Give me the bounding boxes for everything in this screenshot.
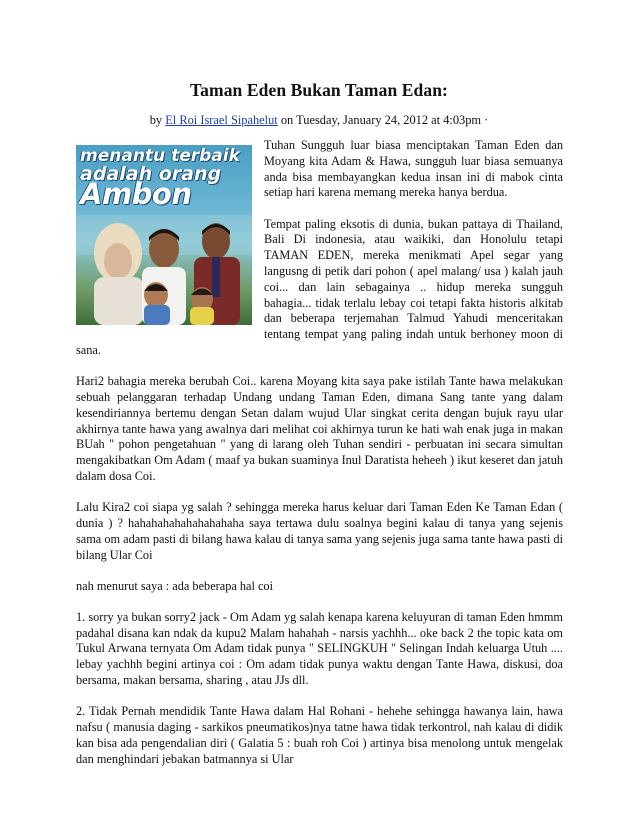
photo-caption-line-1: menantu terbaik bbox=[80, 146, 240, 166]
photo-caption-line-2: adalah orang bbox=[80, 163, 222, 185]
paragraph-1: Tuhan Sungguh luar biasa menciptakan Taman Eden dan Moyang kita Adam & Hawa, sungguh luar biasa semuanya anda bisa membayangkan kedua insan ini di mabok cinta setiap hari karena memang mereka hanya berdua. bbox=[264, 138, 563, 200]
paragraph-4: Lalu Kira2 coi siapa yg salah ? sehingga mereka harus keluar dari Taman Eden Ke Taman Edan ( dunia ) ? hahahahahahahahahaha saya tertawa dulu soalnya begini kalau di tanya yang sejenis sama om adam pasti di bilang hawa kalau di tanya sama yang sejenis juga sama tante hawa pasti di bilang Ular Coi bbox=[76, 500, 563, 562]
paragraph-2: Tempat paling eksotis di dunia, bukan pattaya di Thailand, Bali Di indonesia, atau waikiki, dan Honolulu tetapi TAMAN EDEN, mereka menikmati Apel segar yang langusng di petik dari pohon ( apel malang/ usa ) kalah jauh coi... dan lain sebagainya .. hidup mereka sungguh bahagia... tidak terlalu lebay coi tetapi fakta historis alkitab dan beberapa terjemahan Talmud Yahudi menceritakan tentang tempat yang paling indah untuk berhoney moon di sana. bbox=[76, 216, 563, 357]
article-body bbox=[76, 138, 563, 783]
photo-caption-line-3: Ambon bbox=[80, 177, 192, 211]
paragraph-6: 1. sorry ya bukan sorry2 jack - Om Adam yg salah kenapa karena keluyuran di taman Eden hmmm padahal disana kan ndak da kupu2 Malam hahahah - narsis yachhh... oke back 2 the topic kata om Tukul Arwana ternyata Om Adam tidak punya " SELINGKUH " Selingan Indah keluarga Utuh .... lebay yachhh begini artinya coi : Om adam tidak punya waktu dengan Tante Hawa, diskusi, doa bersama, makan bersama, sharing , atau JJs dll. bbox=[76, 609, 563, 688]
paragraph-7: 2. Tidak Pernah mendidik Tante Hawa dalam Hal Rohani - hehehe sehingga hawanya lain, hawa nafsu ( manusia daging - sarkikos pneumatikos)nya tatne hawa tidak terkontrol, nah kalau di didik kan bisa ada pengendalian diri ( Galatia 5 : buah roh Coi ) artinya bisa menolong untuk mengelak dan menghindari jebakan batmannya si Ular bbox=[76, 704, 563, 766]
byline bbox=[0, 113, 638, 128]
paragraph-3: Hari2 bahagia mereka berubah Coi.. karena Moyang kita saya pake istilah Tante hawa melakukan sebuah pelanggaran terhadap Undang undang Taman Eden, dimana Sang tante yang dalam kesendiriannya bertemu dengan Setan dalam wujud Ular singkat cerita dengan bujuk rayu ular akhirnya tante hawa yang awalnya dari melihat coi akhirnya turun ke hati wah enak juga in makan BUah " pohon pengetahuan " yang di larang oleh Tuhan sendiri - perbuatan ini secara simultan mengakibatkan Om Adam ( maaf ya bukan suaminya Inul Daratista heheeh ) ikut keseret dan jatuh dalam dosa Coi. bbox=[76, 374, 563, 483]
author-link[interactable]: El Roi Israel Sipahelut bbox=[165, 113, 278, 127]
paragraph-5: nah menurut saya : ada beberapa hal coi bbox=[76, 578, 274, 593]
family-photo bbox=[76, 145, 252, 325]
byline-date: on Tuesday, January 24, 2012 at 4:03pm · bbox=[280, 113, 489, 127]
byline-prefix: by bbox=[149, 113, 163, 127]
article-title: Taman Eden Bukan Taman Edan: bbox=[190, 80, 448, 100]
